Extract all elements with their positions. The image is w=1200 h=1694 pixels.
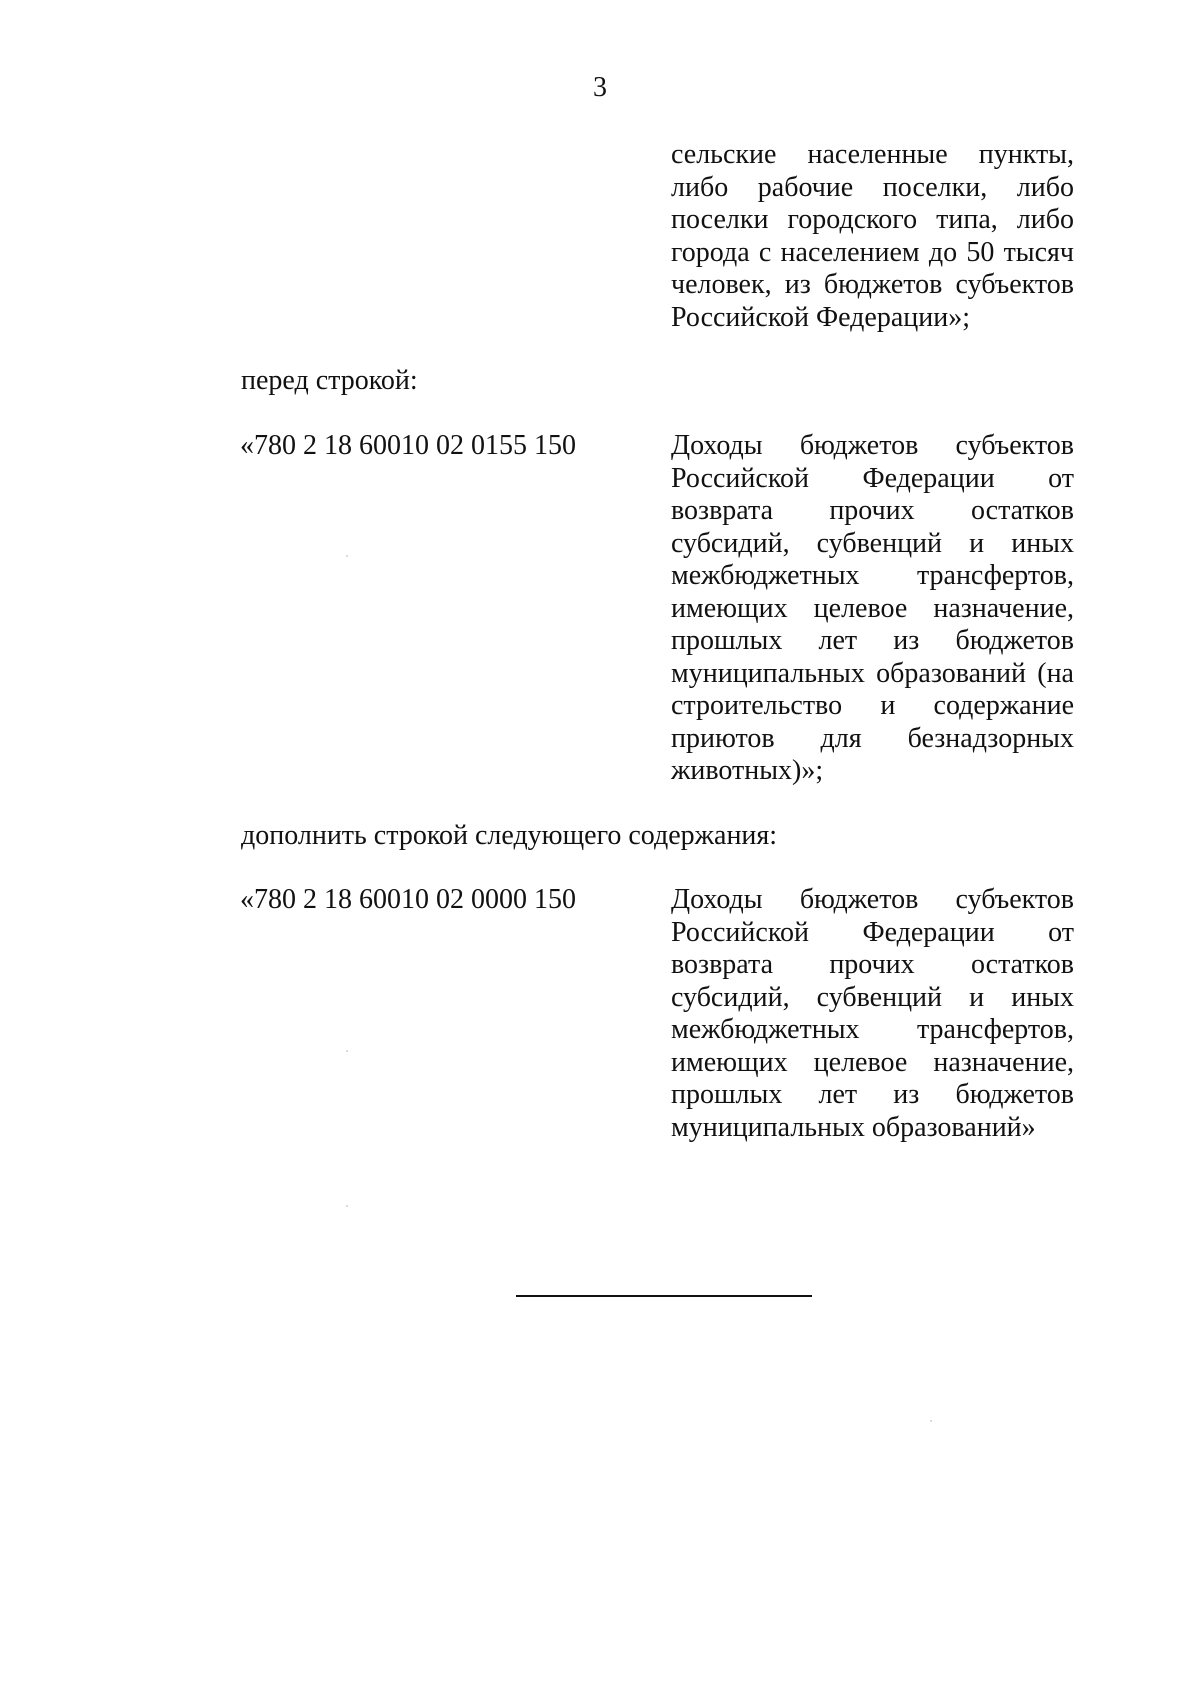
scan-speck bbox=[930, 1420, 932, 1422]
paragraph-before-line: перед строкой: bbox=[241, 365, 418, 396]
text-line: Доходы бюджетов субъектов bbox=[671, 884, 1074, 915]
text-line: межбюджетных трансфертов, bbox=[671, 1014, 1074, 1045]
scan-speck bbox=[346, 1205, 348, 1207]
text-line: межбюджетных трансфертов, bbox=[671, 560, 1074, 591]
scan-speck bbox=[346, 1050, 348, 1052]
text-line: города с населением до 50 тысяч bbox=[671, 236, 1074, 268]
text-line: Российской Федерации от bbox=[671, 916, 1074, 948]
text-line: прошлых лет из бюджетов bbox=[671, 1079, 1074, 1110]
budget-code-2: «780 2 18 60010 02 0000 150 bbox=[240, 884, 576, 915]
text-line: приютов для безнадзорных bbox=[671, 722, 1074, 754]
text-line: либо рабочие поселки, либо bbox=[671, 171, 1074, 203]
text-line: сельские населенные пункты, bbox=[671, 139, 1074, 170]
text-line: прошлых лет из бюджетов bbox=[671, 625, 1074, 656]
continued-description bbox=[671, 139, 1074, 334]
text-line: человек, из бюджетов субъектов bbox=[671, 269, 1074, 300]
end-separator-line bbox=[516, 1295, 812, 1297]
text-line: Доходы бюджетов субъектов bbox=[671, 430, 1074, 461]
text-line: возврата прочих остатков bbox=[671, 949, 1074, 980]
text-line: поселки городского типа, либо bbox=[671, 204, 1074, 235]
text-line: субсидий, субвенций и иных bbox=[671, 527, 1074, 559]
paragraph-add-line: дополнить строкой следующего содержания: bbox=[241, 820, 778, 851]
scan-speck bbox=[346, 555, 348, 557]
text-line: муниципальных образований (на bbox=[671, 657, 1074, 689]
text-line: строительство и содержание bbox=[671, 690, 1074, 721]
text-line: субсидий, субвенций и иных bbox=[671, 981, 1074, 1013]
page-number: 3 bbox=[593, 72, 607, 103]
budget-description-2 bbox=[671, 884, 1074, 1144]
budget-description-1 bbox=[671, 430, 1074, 788]
text-line: Российской Федерации»; bbox=[671, 301, 971, 333]
text-line: имеющих целевое назначение, bbox=[671, 1046, 1074, 1078]
budget-code-1: «780 2 18 60010 02 0155 150 bbox=[240, 430, 576, 461]
text-line: возврата прочих остатков bbox=[671, 495, 1074, 526]
text-line: имеющих целевое назначение, bbox=[671, 592, 1074, 624]
text-line: муниципальных образований» bbox=[671, 1111, 1036, 1143]
text-line: Российской Федерации от bbox=[671, 462, 1074, 494]
text-line: животных)»; bbox=[671, 755, 824, 786]
